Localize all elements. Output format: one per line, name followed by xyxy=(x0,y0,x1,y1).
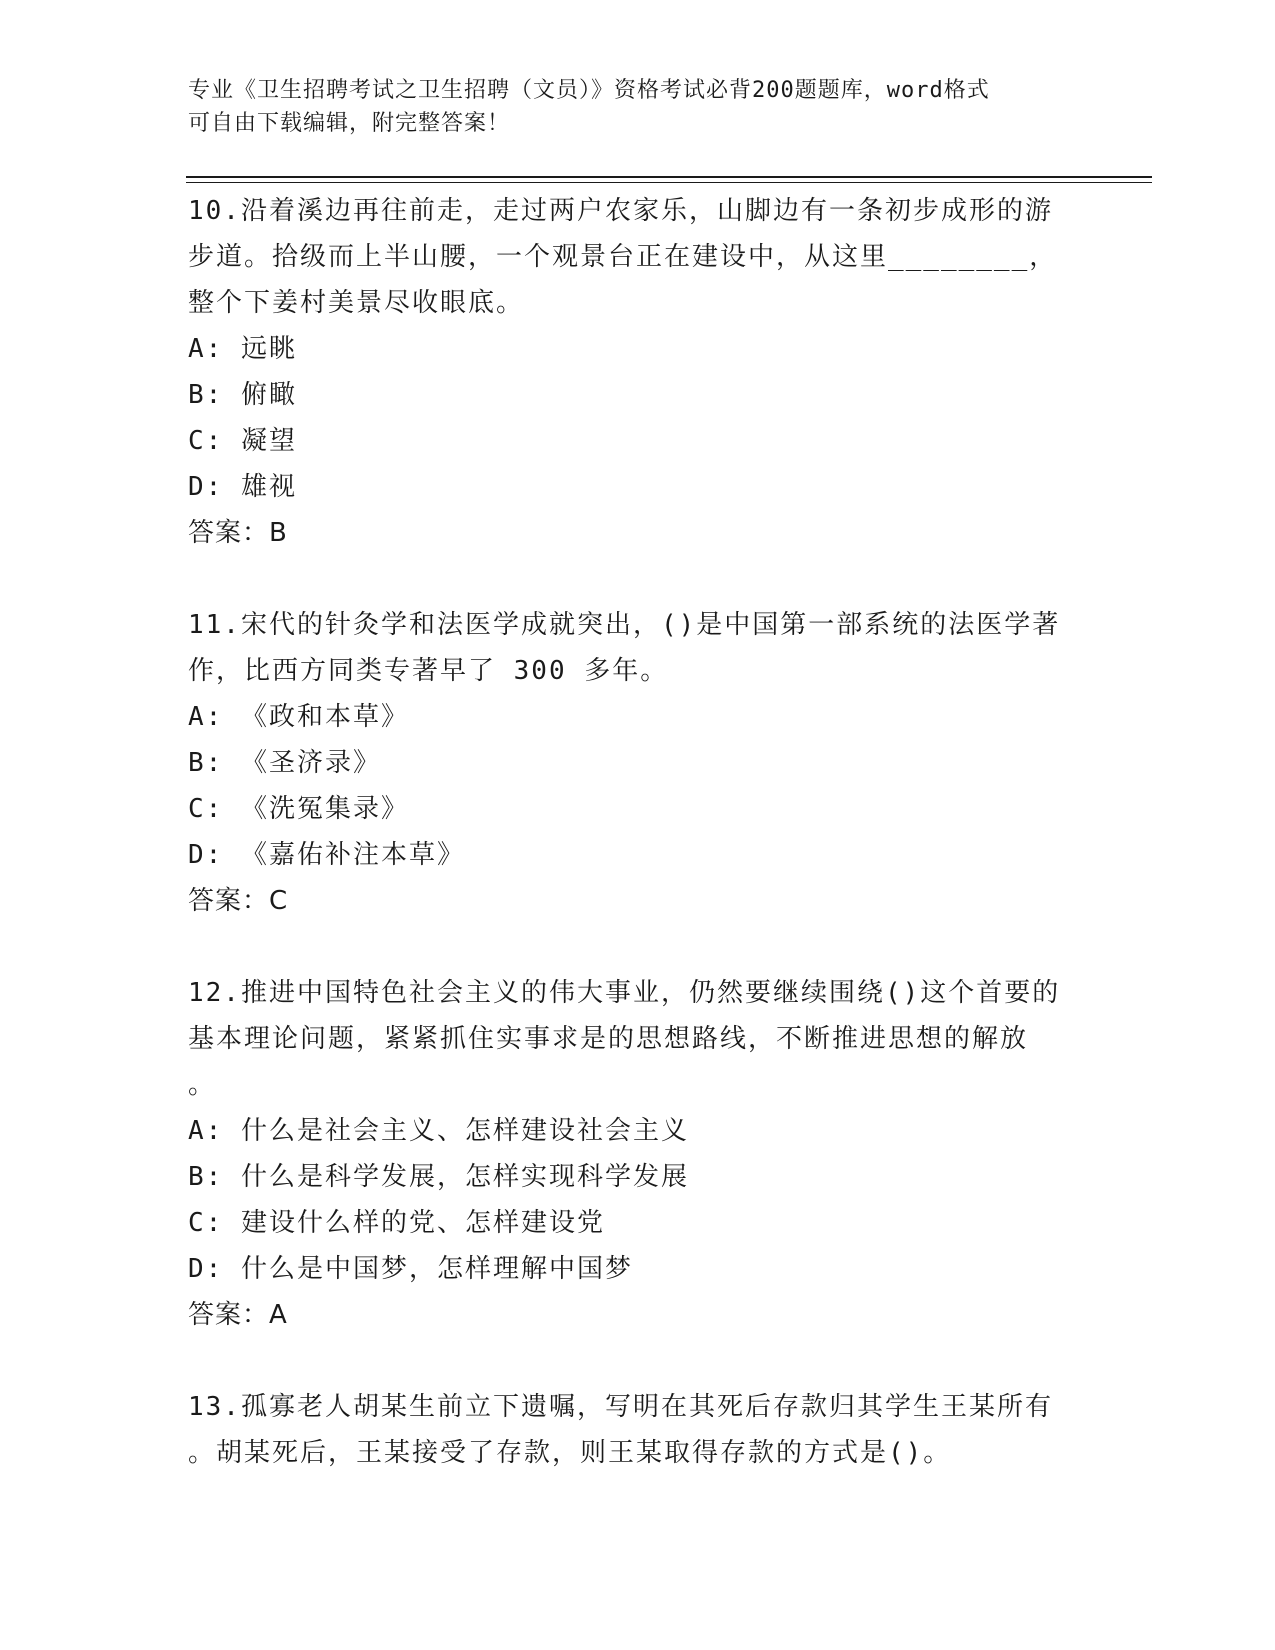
question-text-line: 步道。拾级而上半山腰，一个观景台正在建设中，从这里________， xyxy=(188,242,1058,272)
question-text-line: 13.孤寡老人胡某生前立下遗嘱，写明在其死后存款归其学生王某所有 xyxy=(188,1392,1053,1422)
question-text-line: 10.沿着溪边再往前走，走过两户农家乐，山脚边有一条初步成形的游 xyxy=(188,196,1053,226)
question-text-line: 作，比西方同类专著早了 300 多年。 xyxy=(188,656,669,686)
option-d: D: 雄视 xyxy=(188,472,297,502)
answer-line: 答案：C xyxy=(188,886,289,916)
question-text-line: 。胡某死后，王某接受了存款，则王某取得存款的方式是()。 xyxy=(188,1438,952,1468)
option-d: D: 《嘉佑补注本草》 xyxy=(188,840,465,870)
header-divider-thin xyxy=(186,182,1152,183)
option-b: B: 什么是科学发展，怎样实现科学发展 xyxy=(188,1162,689,1192)
header-line-2: 可自由下载编辑，附完整答案！ xyxy=(188,111,511,136)
document-header xyxy=(188,74,1068,140)
question-13 xyxy=(188,1384,1088,1476)
question-text-line: 12.推进中国特色社会主义的伟大事业，仍然要继续围绕()这个首要的 xyxy=(188,978,1061,1008)
option-c: C: 《洗冤集录》 xyxy=(188,794,409,824)
option-b: B: 《圣济录》 xyxy=(188,748,381,778)
question-list xyxy=(188,188,1088,1522)
question-text-line: 。 xyxy=(188,1070,217,1100)
option-a: A: 《政和本草》 xyxy=(188,702,409,732)
question-11 xyxy=(188,602,1088,924)
question-12 xyxy=(188,970,1088,1338)
option-c: C: 凝望 xyxy=(188,426,297,456)
option-d: D: 什么是中国梦，怎样理解中国梦 xyxy=(188,1254,633,1284)
option-b: B: 俯瞰 xyxy=(188,380,297,410)
answer-line: 答案：A xyxy=(188,1300,288,1330)
option-a: A: 什么是社会主义、怎样建设社会主义 xyxy=(188,1116,689,1146)
header-line-1: 专业《卫生招聘考试之卫生招聘（文员）》资格考试必背200题题库，word格式 xyxy=(188,78,990,103)
question-text-line: 基本理论问题，紧紧抓住实事求是的思想路线，不断推进思想的解放 xyxy=(188,1024,1029,1054)
question-text-line: 11.宋代的针灸学和法医学成就突出，()是中国第一部系统的法医学著 xyxy=(188,610,1061,640)
question-text-line: 整个下姜村美景尽收眼底。 xyxy=(188,288,525,318)
header-divider-thick xyxy=(186,176,1152,178)
option-c: C: 建设什么样的党、怎样建设党 xyxy=(188,1208,605,1238)
answer-line: 答案：B xyxy=(188,518,288,548)
option-a: A: 远眺 xyxy=(188,334,297,364)
question-10 xyxy=(188,188,1088,556)
